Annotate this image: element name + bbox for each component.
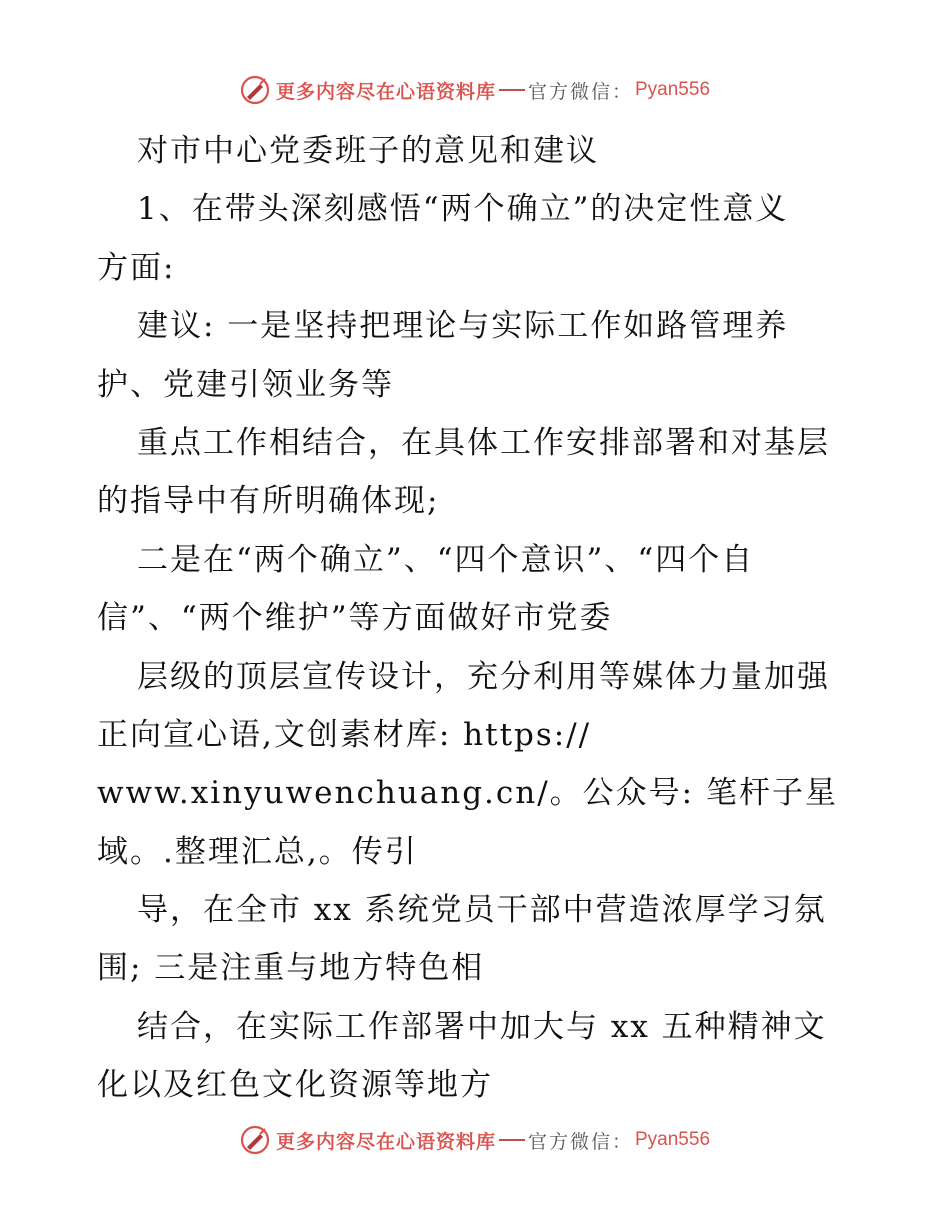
footer-banner <box>0 1120 950 1160</box>
document-body <box>97 122 867 1115</box>
text-line: 二是在“两个确立”、“四个意识”、“四个自 <box>137 541 755 578</box>
quill-logo-icon <box>240 1125 270 1155</box>
header-banner <box>0 70 950 110</box>
quill-logo-icon <box>240 75 270 105</box>
text-line: 层级的顶层宣传设计，充分利用等媒体力量加强 <box>137 658 830 695</box>
header-brand-text: 更多内容尽在心语资料库 <box>275 80 496 103</box>
footer-dash <box>499 1139 525 1141</box>
text-line: 方面: <box>97 249 176 286</box>
text-line: 的指导中有所明确体现; <box>97 483 440 520</box>
header-dash <box>499 89 525 91</box>
text-line: www.xinyuwenchuang.cn/。公众号: 笔杆子星 <box>97 775 838 812</box>
text-line: 1、在带头深刻感悟“两个确立”的决定性意义 <box>137 191 789 228</box>
text-line: 正向宣心语,文创素材库: https:// <box>97 716 592 753</box>
header-wechat-label: 官方微信： <box>527 80 633 103</box>
text-line: 导，在全市 xx 系统党员干部中营造浓厚学习氛 <box>137 892 827 929</box>
footer-wechat-label: 官方微信： <box>527 1130 633 1153</box>
text-line: 围; 三是注重与地方特色相 <box>97 950 485 987</box>
text-line: 域。.整理汇总,。传引 <box>97 833 418 870</box>
text-line: 化以及红色文化资源等地方 <box>97 1067 493 1104</box>
text-line: 重点工作相结合，在具体工作安排部署和对基层 <box>137 424 830 461</box>
header-wechat-id: Pyan556 <box>635 79 711 100</box>
text-line: 建议: 一是坚持把理论与实际工作如路管理养 <box>137 308 789 345</box>
text-line: 信”、“两个维护”等方面做好市党委 <box>97 600 613 637</box>
text-line: 护、党建引领业务等 <box>97 366 394 403</box>
document-title: 对市中心党委班子的意见和建议 <box>137 133 599 169</box>
text-line: 结合，在实际工作部署中加大与 xx 五种精神文 <box>137 1008 827 1045</box>
footer-brand-text: 更多内容尽在心语资料库 <box>275 1130 496 1153</box>
footer-wechat-id: Pyan556 <box>635 1129 711 1150</box>
